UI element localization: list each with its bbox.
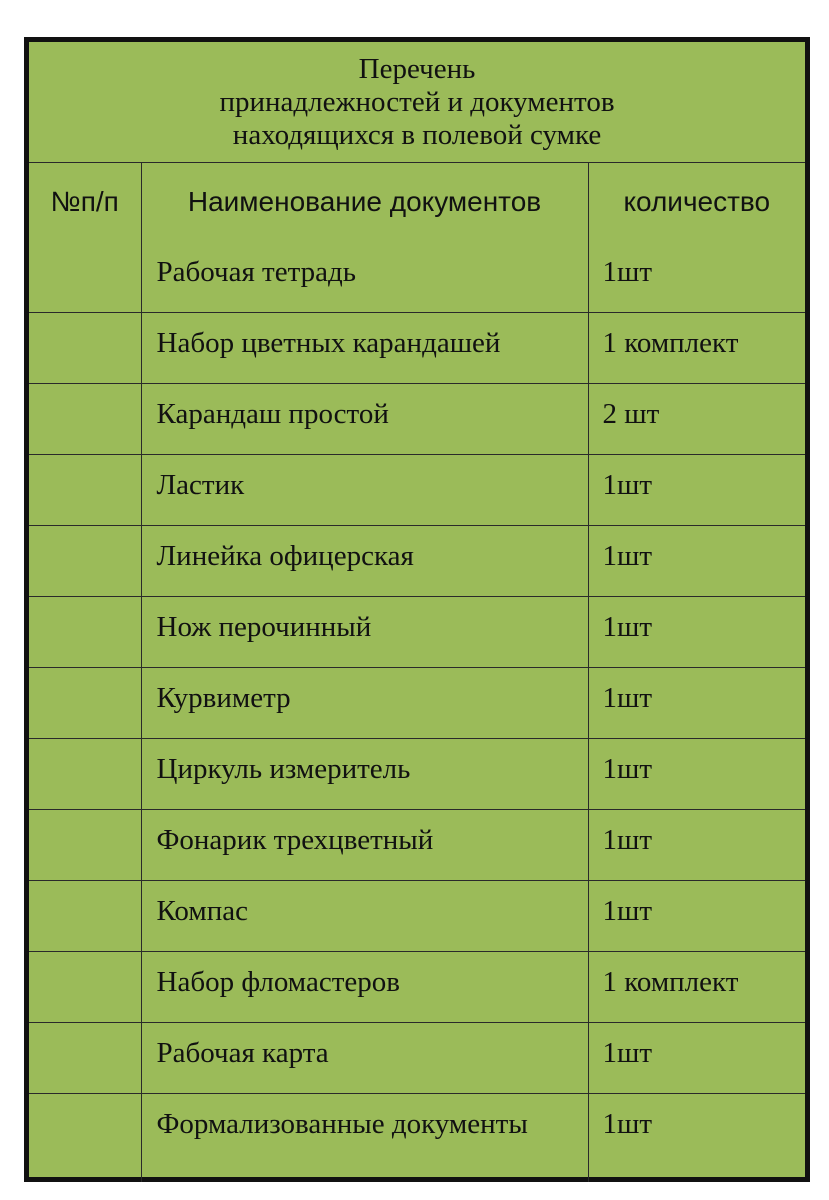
row-number-cell <box>29 597 141 668</box>
item-quantity-cell: 1шт <box>588 1023 805 1094</box>
item-name-cell: Линейка офицерская <box>141 526 588 597</box>
item-name-cell: Рабочая тетрадь <box>141 242 588 313</box>
belongings-table <box>29 42 805 1182</box>
item-quantity-cell: 1шт <box>588 242 805 313</box>
item-quantity-cell: 1шт <box>588 739 805 810</box>
table-row <box>29 1023 805 1094</box>
title-line-1: Перечень <box>358 52 476 85</box>
item-name-cell: Формализованные документы <box>141 1094 588 1182</box>
table-row <box>29 739 805 810</box>
table-row <box>29 881 805 952</box>
item-quantity-cell: 1шт <box>588 810 805 881</box>
row-number-cell <box>29 1023 141 1094</box>
table-row <box>29 810 805 881</box>
item-rows <box>29 242 805 1182</box>
title-row <box>29 42 805 163</box>
row-number-cell <box>29 242 141 313</box>
row-number-cell <box>29 739 141 810</box>
table-row <box>29 952 805 1023</box>
table-row <box>29 1094 805 1182</box>
row-number-cell <box>29 668 141 739</box>
item-name-cell: Карандаш простой <box>141 384 588 455</box>
table-row <box>29 668 805 739</box>
table-row <box>29 455 805 526</box>
item-name-cell: Рабочая карта <box>141 1023 588 1094</box>
document-sheet <box>24 37 810 1182</box>
item-quantity-cell: 1шт <box>588 881 805 952</box>
table-row <box>29 313 805 384</box>
row-number-cell <box>29 455 141 526</box>
item-name-cell: Набор фломастеров <box>141 952 588 1023</box>
item-name-cell: Фонарик трехцветный <box>141 810 588 881</box>
item-quantity-cell: 1шт <box>588 668 805 739</box>
item-quantity-cell: 1 комплект <box>588 952 805 1023</box>
column-header-quantity: количество <box>588 163 805 242</box>
row-number-cell <box>29 1094 141 1182</box>
column-header-name: Наименование документов <box>141 163 588 242</box>
row-number-cell <box>29 810 141 881</box>
row-number-cell <box>29 526 141 597</box>
item-name-cell: Набор цветных карандашей <box>141 313 588 384</box>
row-number-cell <box>29 952 141 1023</box>
item-quantity-cell: 1шт <box>588 1094 805 1182</box>
title-line-3: находящихся в полевой сумке <box>232 118 602 151</box>
table-row <box>29 242 805 313</box>
column-header-number: №п/п <box>29 163 141 242</box>
table-row <box>29 384 805 455</box>
title-line-2: принадлежностей и документов <box>219 85 615 118</box>
table-row <box>29 526 805 597</box>
item-name-cell: Ластик <box>141 455 588 526</box>
item-quantity-cell: 1 комплект <box>588 313 805 384</box>
item-name-cell: Нож перочинный <box>141 597 588 668</box>
item-quantity-cell: 2 шт <box>588 384 805 455</box>
table-row <box>29 597 805 668</box>
item-quantity-cell: 1шт <box>588 526 805 597</box>
item-name-cell: Курвиметр <box>141 668 588 739</box>
row-number-cell <box>29 384 141 455</box>
item-quantity-cell: 1шт <box>588 597 805 668</box>
table-title <box>29 42 805 163</box>
item-name-cell: Компас <box>141 881 588 952</box>
item-quantity-cell: 1шт <box>588 455 805 526</box>
item-name-cell: Циркуль измеритель <box>141 739 588 810</box>
row-number-cell <box>29 313 141 384</box>
header-row <box>29 163 805 242</box>
row-number-cell <box>29 881 141 952</box>
